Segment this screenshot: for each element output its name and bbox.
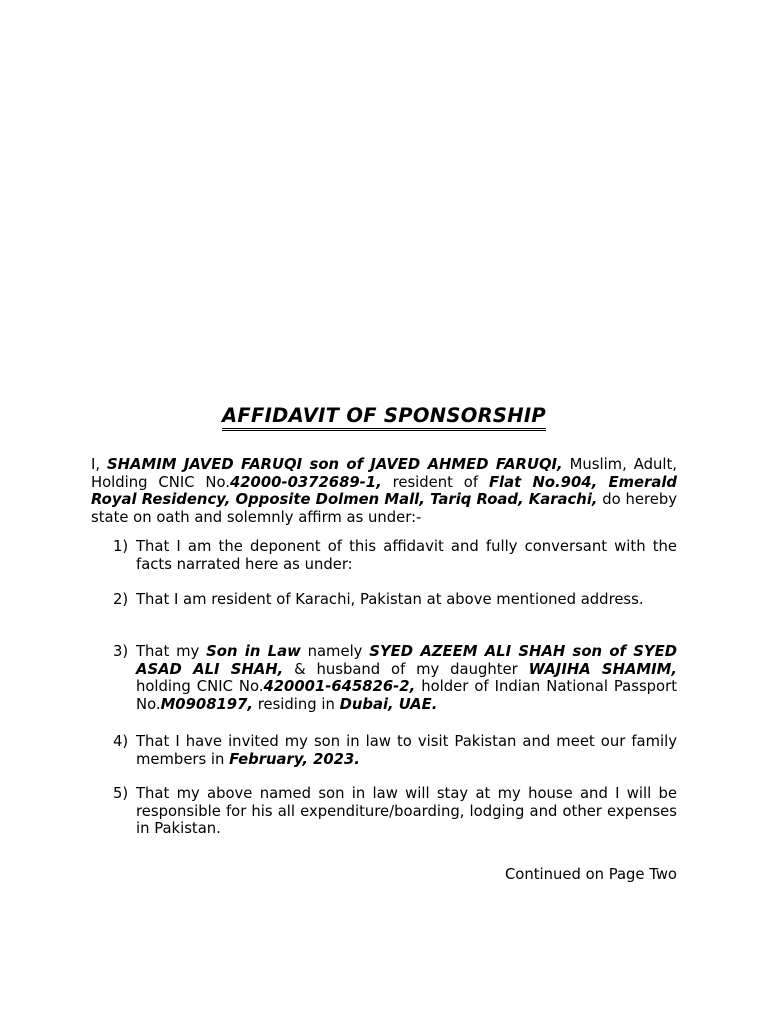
- item-text: [136, 733, 677, 768]
- visit-date: February, 2023.: [229, 750, 360, 768]
- residence-location: Dubai, UAE.: [339, 695, 438, 713]
- document-title: [0, 404, 768, 431]
- item-text-part: holder of Indian National Passport No.: [136, 678, 677, 713]
- item-number: 4): [113, 733, 129, 750]
- continued-note: Continued on Page Two: [504, 866, 677, 883]
- relation-label: Son in Law: [206, 643, 301, 660]
- affirmation-item-4: [113, 733, 677, 768]
- deponent-cnic: 42000-0372689-1,: [229, 473, 382, 491]
- passport-number: M0908197,: [160, 695, 253, 713]
- item-text-part: residing in: [253, 695, 340, 713]
- item-text-part: holding CNIC No.: [136, 678, 264, 695]
- deponent-name: SHAMIM JAVED FARUQI son of JAVED AHMED FARUQI,: [107, 456, 563, 473]
- daughter-name: WAJIHA SHAMIM,: [528, 660, 678, 678]
- deponent-address: Flat No.904, Emerald Royal Residency, Opposite Dolmen Mall, Tariq Road, Karachi,: [91, 473, 678, 508]
- intro-text-1: Muslim, Adult, Holding CNIC No.: [91, 456, 677, 491]
- item-text: That I am resident of Karachi, Pakistan at above mentioned address.: [136, 591, 644, 608]
- item-number: 1): [113, 538, 129, 555]
- affirmation-item-2: [113, 591, 677, 609]
- son-in-law-cnic: 420001-645826-2,: [263, 678, 416, 695]
- item-text-part: That my: [136, 643, 207, 660]
- affirmation-item-5: [113, 785, 677, 838]
- item-text-part: namely: [300, 643, 370, 660]
- affirmation-item-3: [113, 643, 677, 713]
- item-number: 2): [113, 591, 129, 608]
- item-text-part: & husband of my daughter: [283, 660, 529, 678]
- item-text: That I am the deponent of this affidavit and fully conversant with the facts narrated here as under:: [136, 538, 677, 573]
- item-text: That my above named son in law will stay at my house and I will be responsible for his all expenditure/boarding, lodging and other expenses in Pakistan.: [136, 785, 677, 837]
- intro-text-3: do hereby state on oath and solemnly affirm as under:-: [91, 491, 677, 526]
- intro-paragraph: [91, 456, 677, 526]
- item-number: 5): [113, 785, 129, 802]
- item-text-part: That I have invited my son in law to visit Pakistan and meet our family members in: [136, 733, 677, 768]
- item-text: [136, 643, 677, 713]
- son-in-law-name: SYED AZEEM ALI SHAH son of SYED ASAD ALI SHAH,: [136, 643, 677, 678]
- intro-prefix: I,: [91, 456, 107, 473]
- intro-text-2: resident of: [381, 473, 489, 491]
- item-number: 3): [113, 643, 129, 660]
- document-title-text: AFFIDAVIT OF SPONSORSHIP: [222, 404, 546, 431]
- affirmation-item-1: [113, 538, 677, 573]
